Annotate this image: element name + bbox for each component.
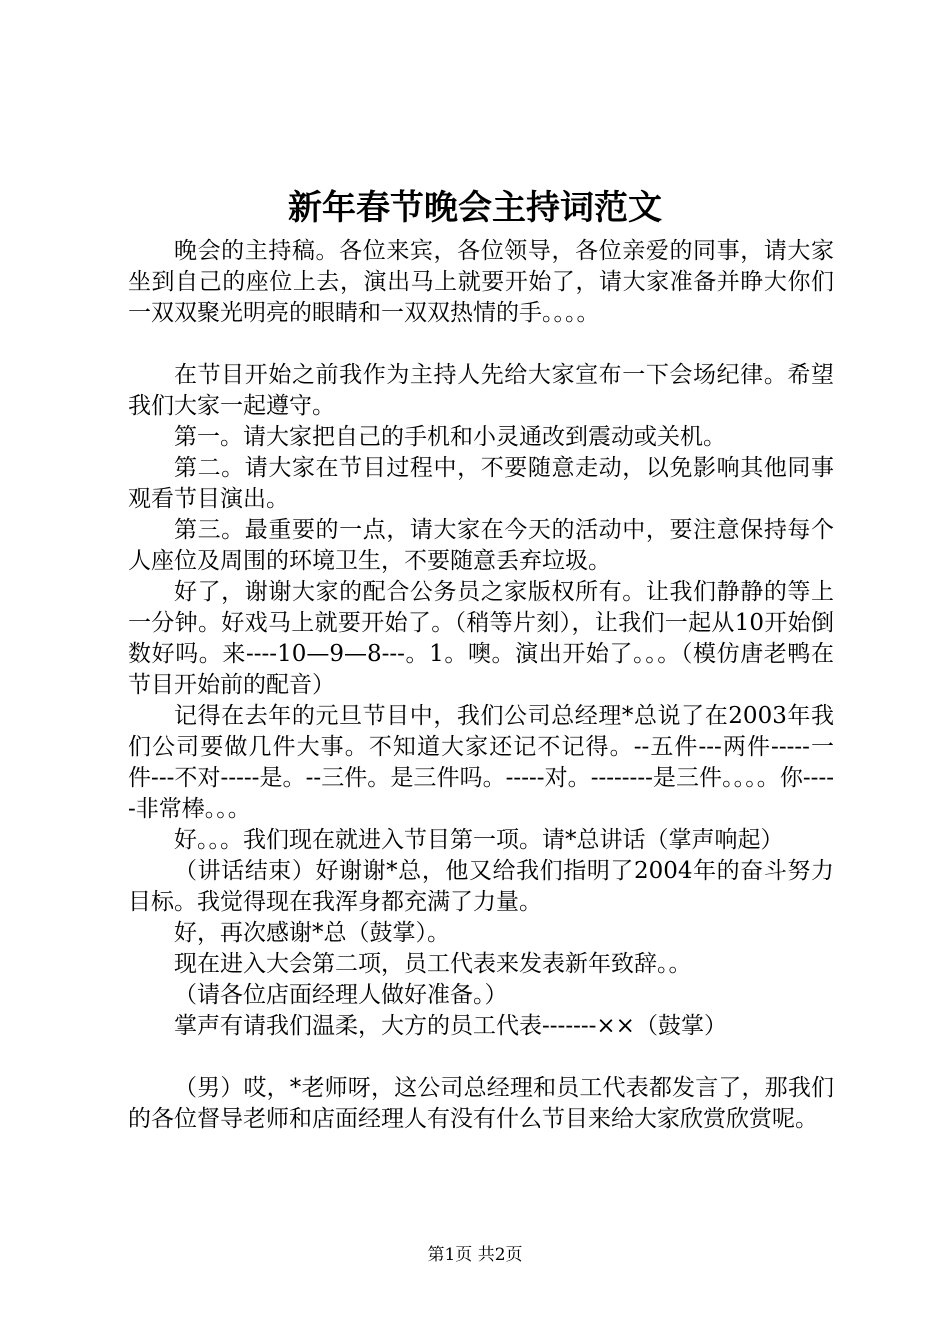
paragraph-employee-rep: 掌声有请我们温柔，大方的员工代表-------××（鼓掌）	[174, 1013, 727, 1039]
paragraph-thanks: 好，再次感谢*总（鼓掌）。	[174, 920, 450, 946]
paragraph-opening: 晚会的主持稿。各位来宾，各位领导，各位亲爱的同事，请大家坐到自己的座位上去，演出马上就要开始了，请大家准备并睁大你们一双双聚光明亮的眼睛和一双双热情的手。。。。	[128, 238, 834, 326]
document-body	[128, 236, 834, 1135]
paragraph-male-host: （男）哎，*老师呀，这公司总经理和员工代表都发言了，那我们的各位督导老师和店面经理人有没有什么节目来给大家欣赏欣赏呢。	[128, 1075, 834, 1132]
paragraph-rule-3: 第三。最重要的一点，请大家在今天的活动中，要注意保持每个人座位及周围的环境卫生，不要随意丢弃垃圾。	[128, 517, 834, 574]
paragraph-first-item: 好。。。我们现在就进入节目第一项。请*总讲话（掌声响起）	[174, 827, 784, 853]
paragraph-rule-1: 第一。请大家把自己的手机和小灵通改到震动或关机。	[174, 424, 726, 450]
paragraph-second-item: 现在进入大会第二项，员工代表来发表新年致辞。。	[174, 951, 692, 977]
paragraph-rules-intro: 在节目开始之前我作为主持人先给大家宣布一下会场纪律。希望我们大家一起遵守。	[128, 362, 834, 419]
paragraph-speech-end: （讲话结束）好谢谢*总，他又给我们指明了2004年的奋斗努力目标。我觉得现在我浑身都充满了力量。	[128, 858, 834, 915]
paragraph-recall: 记得在去年的元旦节目中，我们公司总经理*总说了在2003年我们公司要做几件大事。不知道大家还记不记得。--五件---两件-----一件---不对-----是。--三件。是三件吗。-----对。--------是三件。。。。你-----非常棒。。。	[128, 703, 834, 822]
paragraph-rule-2: 第二。请大家在节目过程中，不要随意走动，以免影响其他同事观看节目演出。	[128, 455, 834, 512]
document-title: 新年春节晚会主持词范文	[288, 188, 662, 228]
paragraph-countdown: 好了，谢谢大家的配合公务员之家版权所有。让我们静静的等上一分钟。好戏马上就要开始了。（稍等片刻），让我们一起从10开始倒数好吗。来----10—9—8---。1。噢。演出开始了。。。（模仿唐老鸭在节目开始前的配音）	[128, 579, 834, 698]
page-footer: 第1页 共2页	[427, 1245, 523, 1265]
paragraph-prepare: （请各位店面经理人做好准备。）	[174, 982, 508, 1008]
